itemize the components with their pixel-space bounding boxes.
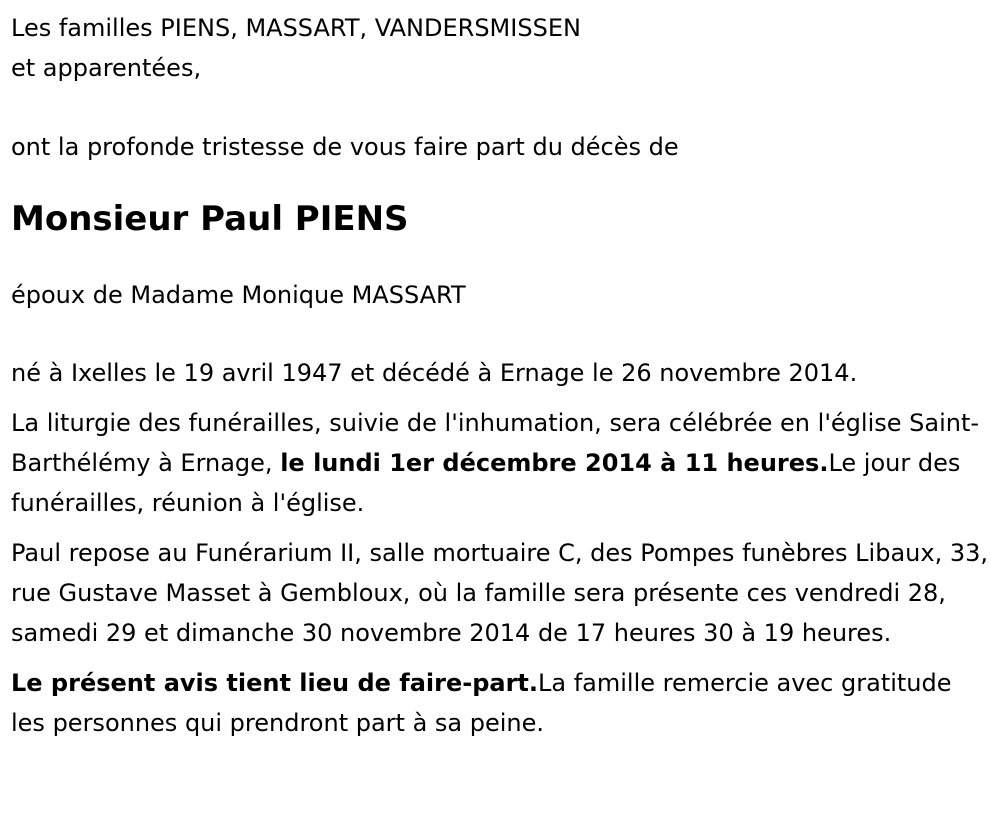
- deceased-name: Monsieur Paul PIENS: [11, 199, 409, 239]
- closing-emphasis: Le présent avis tient lieu de faire-part.: [11, 669, 539, 697]
- spouse-line: époux de Madame Monique MASSART: [11, 281, 466, 309]
- death-notice: [11, 8, 991, 743]
- funeral-gathering: Le jour des funérailles, réunion à l'église.: [11, 449, 961, 517]
- announcement-text: ont la profonde tristesse de vous faire part du décès de: [11, 133, 679, 161]
- funeral-text: La liturgie des funérailles, suivie de l'inhumation, sera célébrée en l'église Saint-Barthélémy à Ernage,: [11, 409, 980, 477]
- funeral-paragraph: [11, 403, 991, 523]
- closing-paragraph: [11, 663, 991, 743]
- family-relatives: et apparentées,: [11, 54, 202, 82]
- closing-text: La famille remercie avec gratitude les personnes qui prendront part à sa peine.: [11, 669, 952, 737]
- family-names: Les familles PIENS, MASSART, VANDERSMISSEN: [11, 14, 581, 42]
- family-intro: [11, 8, 991, 88]
- birth-death-line: né à Ixelles le 19 avril 1947 et décédé à Ernage le 26 novembre 2014.: [11, 359, 858, 387]
- funeral-date: le lundi 1er décembre 2014 à 11 heures.: [280, 449, 829, 477]
- visitation-paragraph: Paul repose au Funérarium II, salle mortuaire C, des Pompes funèbres Libaux, 33, rue Gustave Masset à Gembloux, où la famille sera présente ces vendredi 28, samedi 29 et dimanche 30 novembre 2014 de 17 heures 30 à 19 heures.: [11, 539, 988, 647]
